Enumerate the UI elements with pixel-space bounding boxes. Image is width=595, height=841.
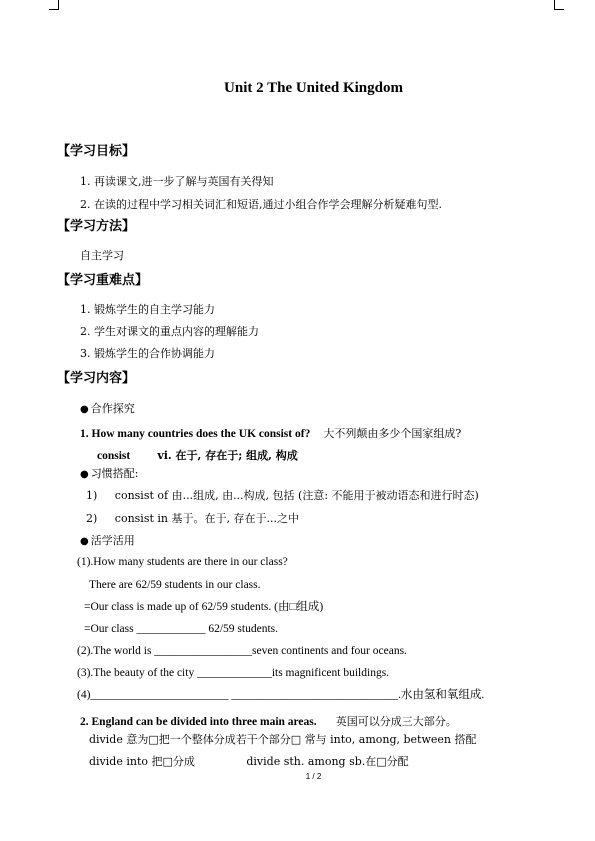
question-1-chinese: 大不列颠由多少个国家组成? [323, 427, 462, 440]
goals-heading: 【学习目标】 [57, 144, 136, 159]
crop-mark-top-left [49, 0, 59, 10]
key-point-item: 3. 锻炼学生的合作协调能力 [80, 347, 215, 360]
consist-meaning: vi. 在于, 存在于; 组成, 构成 [157, 449, 298, 462]
question-2-chinese: 英国可以分成三大部分。 [335, 715, 457, 728]
question-1-english: 1. How many countries does the UK consist of? [80, 428, 311, 440]
practice-item: (4)________________________ _____________________________.水由氢和氧组成. [77, 689, 485, 701]
goal-item: 1. 再读课文,进一步了解与英国有关得知 [80, 175, 274, 188]
practice-item: (3).The beauty of the city _____________its magnificent buildings. [77, 667, 390, 679]
collocation-item [86, 513, 299, 524]
content-heading: 【学习内容】 [57, 371, 136, 386]
consist-word: consist [97, 450, 131, 462]
method-heading: 【学习方法】 [57, 219, 136, 234]
collocation-item [86, 490, 479, 501]
practice-item: (1).How many students are there in our class? [77, 556, 288, 568]
question-2-english: 2. England can be divided into three main areas. [80, 716, 317, 728]
consist-definition [97, 446, 298, 463]
practice-item: =Our class ____________ 62/59 students. [84, 623, 278, 635]
cooperation-line [80, 403, 135, 415]
divide-among: divide sth. among sb.在□分配 [246, 755, 409, 768]
practice-item: (2).The world is _________________seven continents and four oceans. [77, 645, 407, 657]
collocation-line [80, 468, 138, 480]
goal-item: 2. 在读的过程中学习相关词汇和短语,通过小组合作学会理解分析疑难句型. [80, 198, 442, 211]
question-1 [80, 424, 461, 441]
practice-item: =Our class is made up of 62/59 students. (由□组成) [84, 601, 324, 613]
bullet-icon: ● [80, 404, 89, 415]
method-text: 自主学习 [80, 249, 124, 262]
crop-mark-top-right [554, 0, 564, 10]
divide-phrases [89, 756, 409, 767]
page-title: Unit 2 The United Kingdom [224, 80, 403, 96]
practice-line [80, 535, 135, 547]
collocation-number: 2) [86, 512, 98, 525]
key-point-item: 1. 锻炼学生的自主学习能力 [80, 303, 215, 316]
bullet-icon: ● [80, 469, 89, 480]
collocation-text: consist in 基于。在于, 存在于...之中 [114, 512, 299, 525]
collocation-number: 1) [86, 489, 98, 502]
collocation-text: consist of 由...组成, 由...构成, 包括 (注意: 不能用于被动语态和进行时态) [114, 489, 479, 502]
cooperation-label: 合作探究 [90, 402, 135, 415]
question-2 [80, 712, 457, 729]
practice-label: 活学活用 [90, 534, 135, 547]
divide-usage: divide 意为□把一个整体分成若干个部分□ 常与 into, among, between 搭配 [89, 733, 477, 746]
bullet-icon: ● [80, 536, 89, 547]
divide-into: divide into 把□分成 [89, 755, 195, 768]
key-points-heading: 【学习重难点】 [57, 273, 149, 288]
practice-item: There are 62/59 students in our class. [89, 579, 261, 591]
collocation-label: 习惯搭配: [90, 467, 139, 480]
key-point-item: 2. 学生对课文的重点内容的理解能力 [80, 325, 259, 338]
page-number: 1 / 2 [305, 772, 322, 781]
